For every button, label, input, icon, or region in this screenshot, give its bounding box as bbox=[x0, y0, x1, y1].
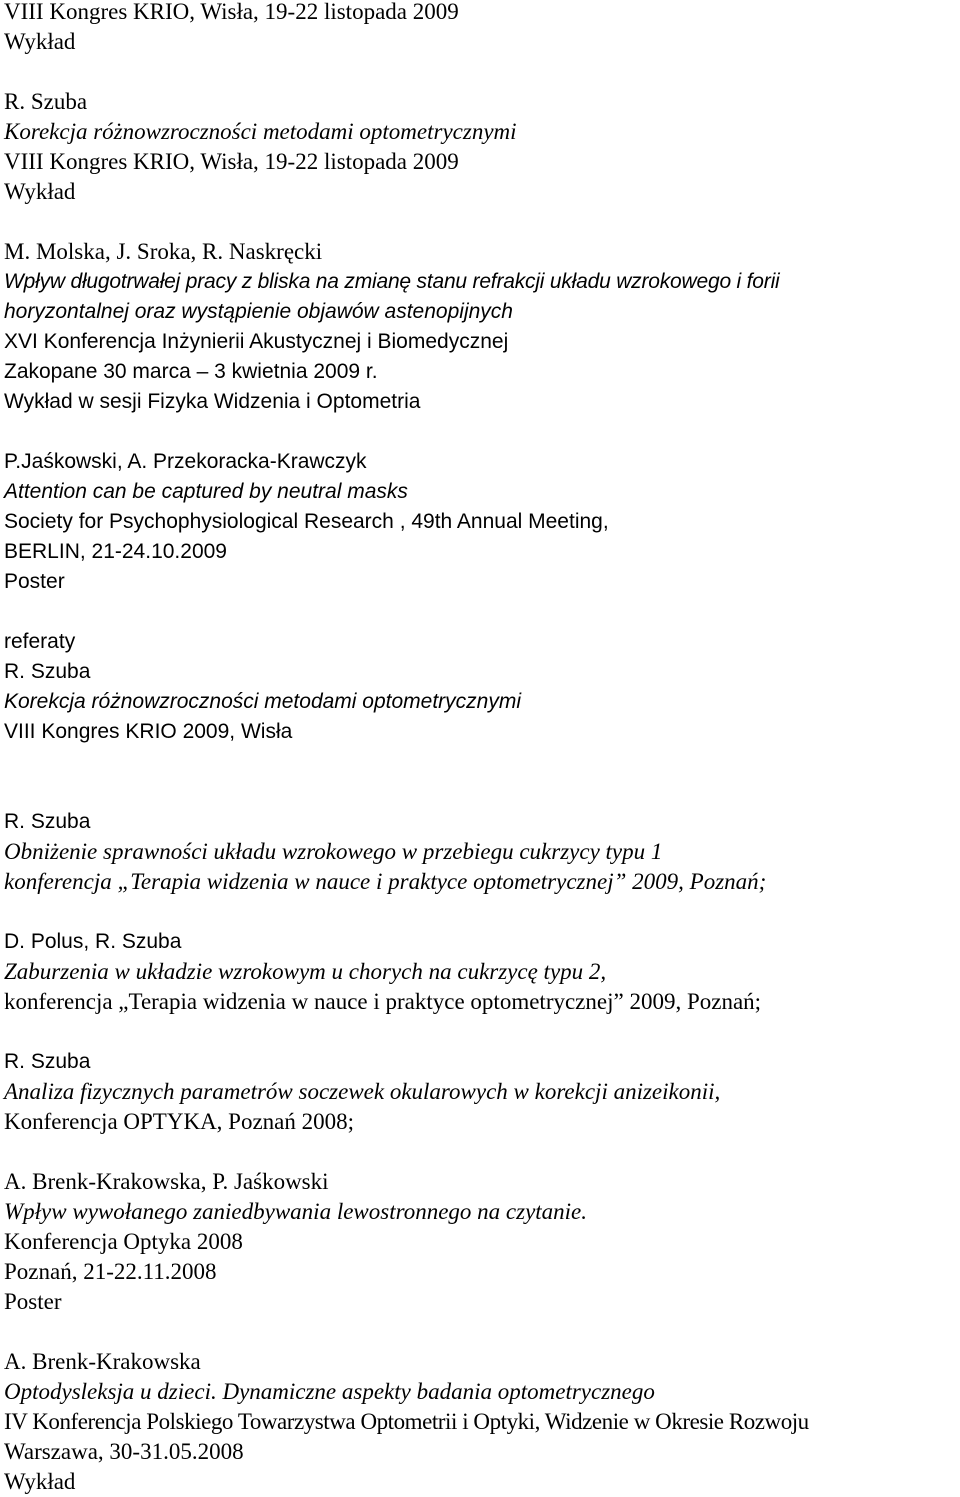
entry-conference: VIII Kongres KRIO 2009, Wisła bbox=[4, 720, 293, 743]
entry-conference: IV Konferencja Polskiego Towarzystwa Optometrii i Optyki, Widzenie w Okresie Rozwoju bbox=[4, 1409, 809, 1434]
entry-authors: R. Szuba bbox=[4, 660, 91, 683]
entry-conference: VIII Kongres KRIO, Wisła, 19-22 listopada 2009 bbox=[4, 0, 459, 24]
entry-6 bbox=[4, 927, 960, 1017]
entry-authors: M. Molska, J. Sroka, R. Naskręcki bbox=[4, 239, 323, 264]
entry-type: Wykład bbox=[4, 29, 76, 54]
entry-authors: A. Brenk-Krakowska bbox=[4, 1349, 201, 1374]
entry-8 bbox=[4, 1167, 960, 1317]
entry-type: Poster bbox=[4, 570, 65, 593]
entry-title-line-1: Wpływ długotrwałej pracy z bliska na zmianę stanu refrakcji układu wzrokowego i forii bbox=[4, 270, 780, 293]
entry-date: BERLIN, 21-24.10.2009 bbox=[4, 540, 227, 563]
entry-0 bbox=[4, 0, 960, 57]
entry-2 bbox=[4, 237, 960, 417]
entry-title: Wpływ wywołanego zaniedbywania lewostronnego na czytanie. bbox=[4, 1199, 588, 1224]
entry-conference: XVI Konferencja Inżynierii Akustycznej i Biomedycznej bbox=[4, 330, 509, 353]
entry-authors: P.Jaśkowski, A. Przekoracka-Krawczyk bbox=[4, 450, 367, 473]
entry-title: Obniżenie sprawności układu wzrokowego w przebiegu cukrzycy typu 1 bbox=[4, 839, 663, 864]
entry-3 bbox=[4, 447, 960, 597]
entry-authors: R. Szuba bbox=[4, 89, 88, 114]
entry-9 bbox=[4, 1347, 960, 1497]
entry-title: Korekcja różnowzroczności metodami optometrycznymi bbox=[4, 690, 522, 713]
entry-title: Korekcja różnowzroczności metodami optometrycznymi bbox=[4, 119, 517, 144]
entry-authors: A. Brenk-Krakowska, P. Jaśkowski bbox=[4, 1169, 329, 1194]
entry-date: Zakopane 30 marca – 3 kwietnia 2009 r. bbox=[4, 360, 378, 383]
entry-7 bbox=[4, 1047, 960, 1137]
entry-conference: Konferencja OPTYKA, Poznań 2008; bbox=[4, 1109, 355, 1134]
section-heading: referaty bbox=[4, 630, 76, 653]
entry-date: Poznań, 21-22.11.2008 bbox=[4, 1259, 217, 1284]
entry-4 bbox=[4, 657, 960, 747]
entry-authors: R. Szuba bbox=[4, 810, 91, 833]
entry-type: Poster bbox=[4, 1289, 62, 1314]
entry-title: Analiza fizycznych parametrów soczewek okularowych w korekcji anizeikonii, bbox=[4, 1079, 721, 1104]
entry-date: Warszawa, 30-31.05.2008 bbox=[4, 1439, 244, 1464]
entry-authors: D. Polus, R. Szuba bbox=[4, 930, 182, 953]
entry-conference: VIII Kongres KRIO, Wisła, 19-22 listopada 2009 bbox=[4, 149, 459, 174]
entry-conference: konferencja „Terapia widzenia w nauce i praktyce optometrycznej” 2009, Poznań; bbox=[4, 869, 767, 894]
entry-type: Wykład w sesji Fizyka Widzenia i Optometria bbox=[4, 390, 421, 413]
entry-title-line-2: horyzontalnej oraz wystąpienie objawów astenopijnych bbox=[4, 300, 513, 323]
entry-conference: konferencja „Terapia widzenia w nauce i praktyce optometrycznej” 2009, Poznań; bbox=[4, 989, 762, 1014]
publication-list bbox=[4, 0, 960, 1497]
entry-title: Optodysleksja u dzieci. Dynamiczne aspekty badania optometrycznego bbox=[4, 1379, 655, 1404]
entry-1 bbox=[4, 87, 960, 207]
entry-type: Wykład bbox=[4, 179, 76, 204]
entry-conference: Society for Psychophysiological Research , 49th Annual Meeting, bbox=[4, 510, 609, 533]
entry-title: Attention can be captured by neutral masks bbox=[4, 480, 408, 503]
entry-5 bbox=[4, 807, 960, 897]
entry-title: Zaburzenia w układzie wzrokowym u chorych na cukrzycę typu 2, bbox=[4, 959, 607, 984]
entry-authors: R. Szuba bbox=[4, 1050, 91, 1073]
entry-conference: Konferencja Optyka 2008 bbox=[4, 1229, 243, 1254]
entry-type: Wykład bbox=[4, 1469, 76, 1494]
